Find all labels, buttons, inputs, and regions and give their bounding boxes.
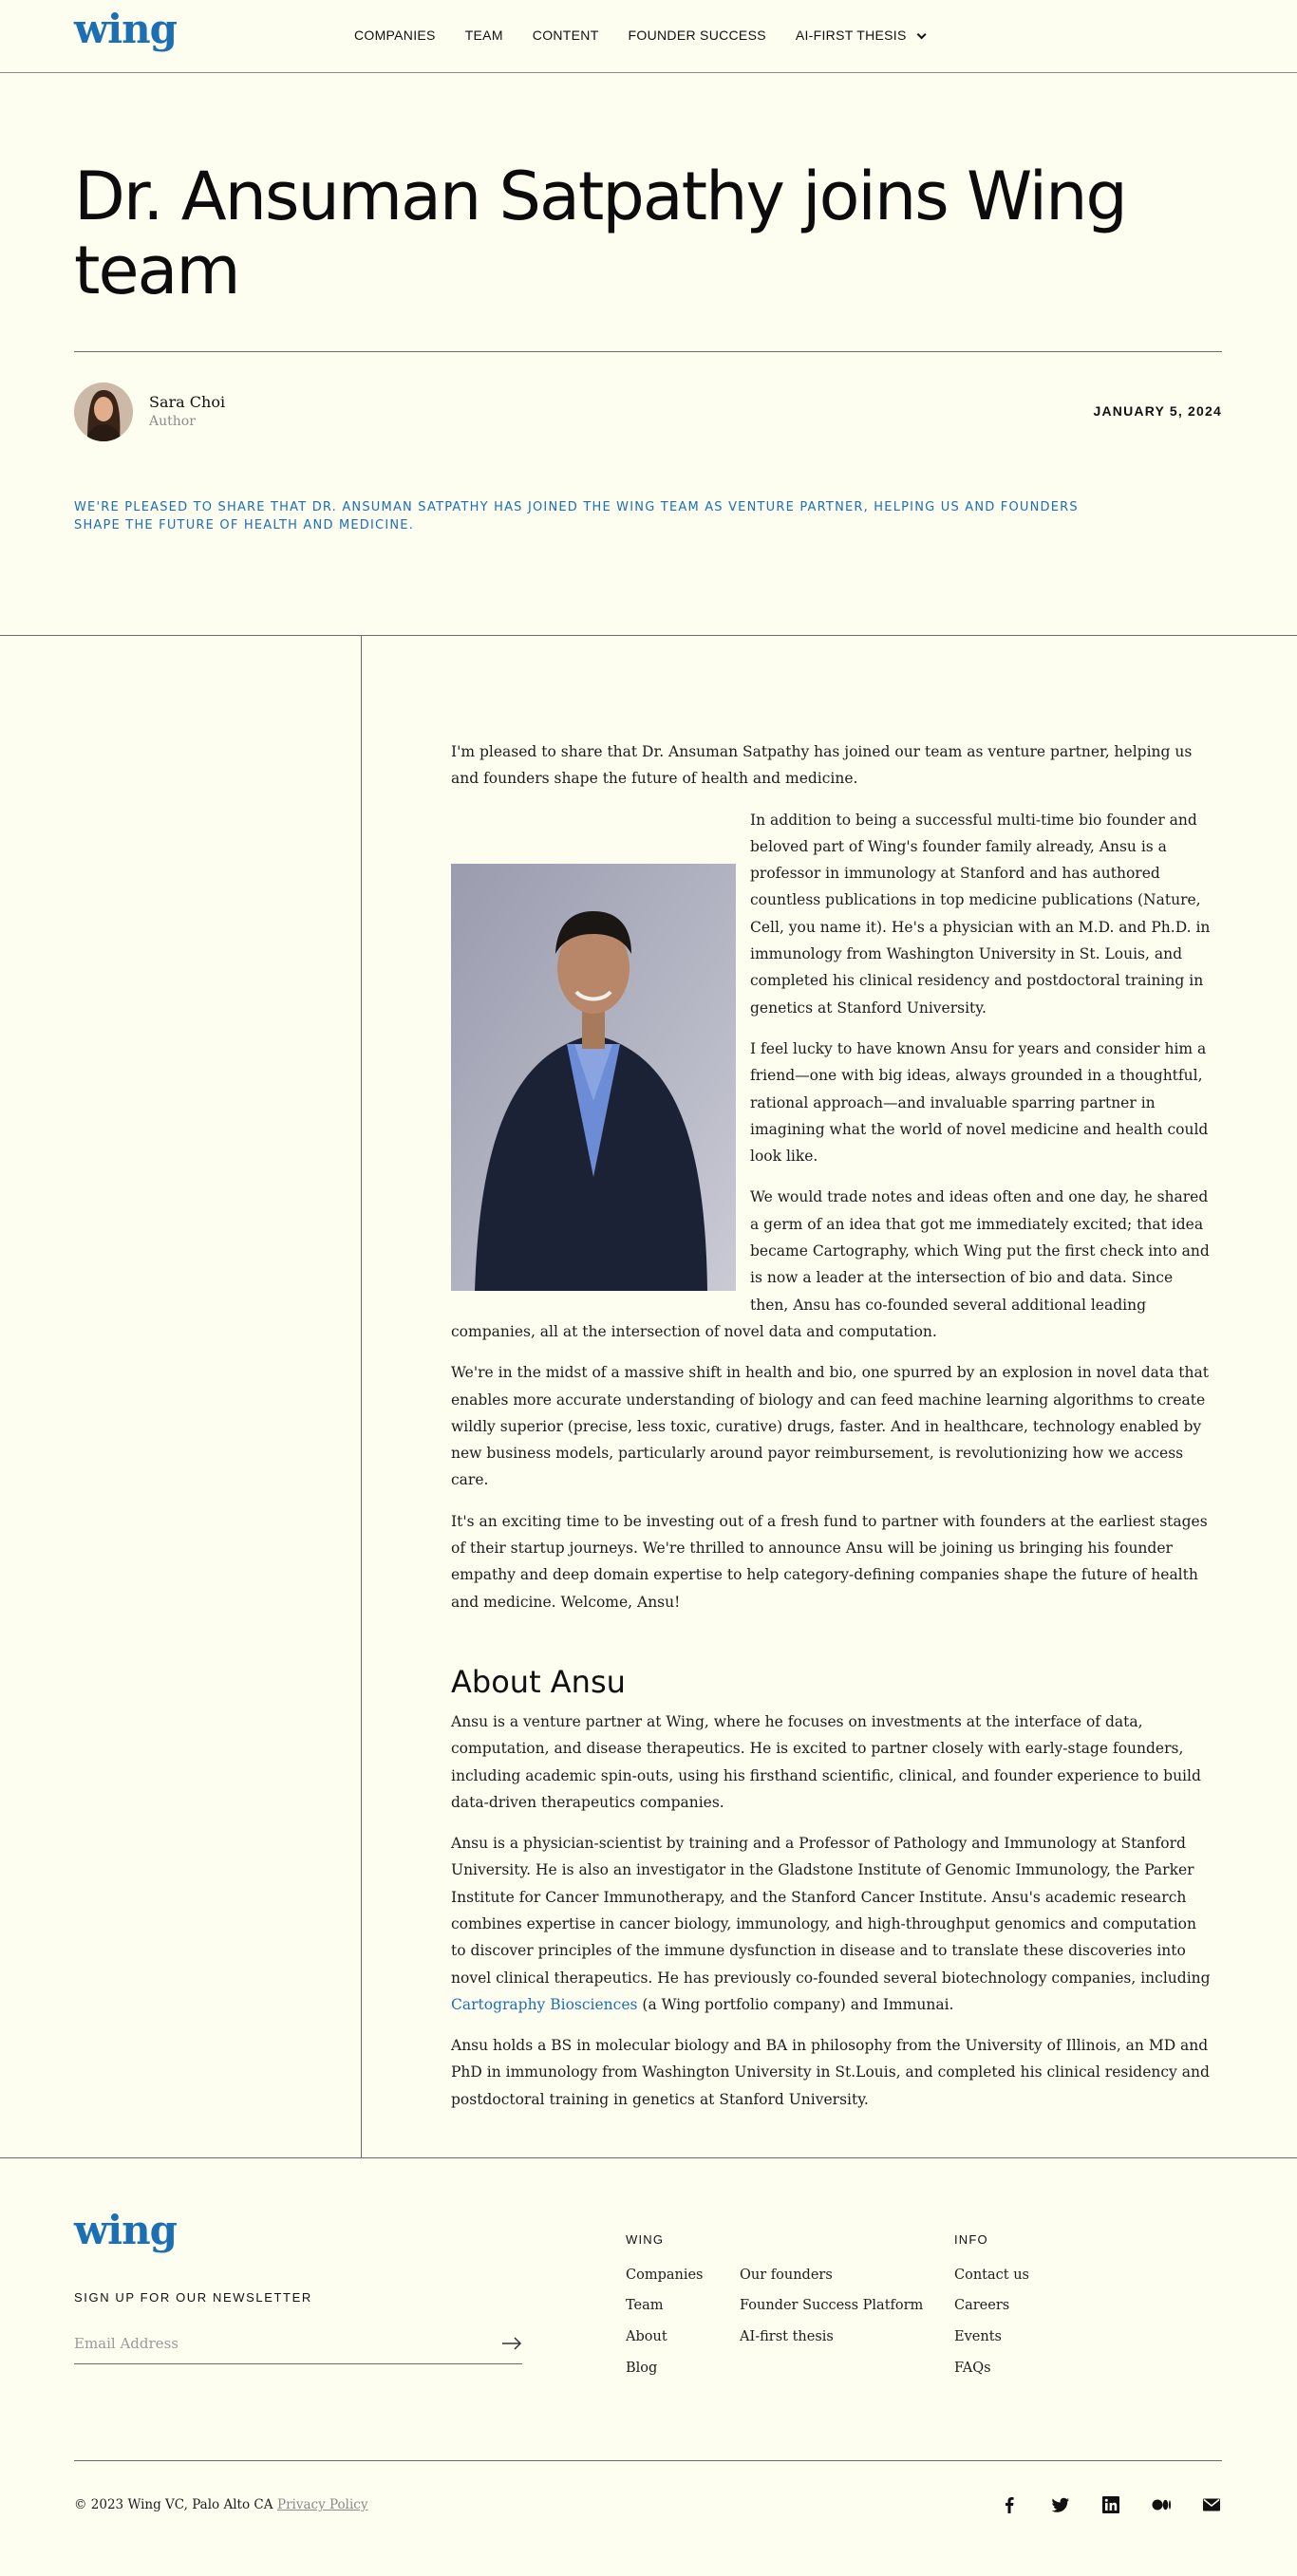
author-role: Author xyxy=(149,414,196,429)
footer-link-founder-success-platform[interactable]: Founder Success Platform xyxy=(740,2298,924,2313)
footer-link-about[interactable]: About xyxy=(626,2329,667,2344)
article-body xyxy=(451,738,1211,2127)
article-paragraph: We would trade notes and ideas often and one day, he shared a germ of an idea that got me immediately excited; that idea became Cartography, which Wing put the first check into and is now a leader at the intersection of bio and data. Since then, Ansu has co-founded several additional leading companies, all at the intersection of novel data and computation. xyxy=(451,1188,1210,1340)
about-paragraph xyxy=(451,1830,1211,2018)
wing-logo[interactable]: wing xyxy=(74,6,178,52)
publish-date: JANUARY 5, 2024 xyxy=(1093,403,1222,419)
main-nav xyxy=(354,28,923,43)
footer-info-title: INFO xyxy=(954,2232,988,2247)
article-paragraph: In addition to being a successful multi-time bio founder and beloved part of Wing's founder family already, Ansu is a professor in immunology at Stanford and has authored countless publications in top medicine publications (Nature, Cell, you name it). He's a physician with an M.D. and Ph.D. in immunology from Washington University in St. Louis, and completed his clinical residency and postdoctoral training in genetics at Stanford University. xyxy=(750,811,1211,1017)
footer-wing-logo[interactable]: wing xyxy=(74,2207,178,2253)
nav-team[interactable]: TEAM xyxy=(464,28,503,43)
author-name: Sara Choi xyxy=(149,393,226,411)
footer-link-team[interactable]: Team xyxy=(626,2298,664,2313)
twitter-icon[interactable] xyxy=(1050,2494,1071,2515)
about-heading: About Ansu xyxy=(451,1663,626,1700)
article-paragraph: We're in the midst of a massive shift in health and bio, one spurred by an explosion in novel data that enables more accurate understanding of biology and can feed machine learning algorithms to create wildly superior (precise, less toxic, curative) drugs, faster. And in healthcare, technology enabled by new business models, particularly around payor reimbursement, is revolutionizing how we access care. xyxy=(451,1364,1209,1489)
footer-link-our-founders[interactable]: Our founders xyxy=(740,2268,833,2283)
newsletter-form xyxy=(74,2324,522,2364)
top-navigation-bar xyxy=(0,0,1297,73)
about-text: (a Wing portfolio company) and Immunai. xyxy=(637,1995,954,2013)
author-avatar xyxy=(74,383,133,441)
portrait-image xyxy=(451,864,736,1291)
about-paragraph: Ansu is a venture partner at Wing, where he focuses on investments at the interface of data, computation, and disease therapeutics. He is excited to partner closely with early-stage founders, including academic spin-outs, using his firsthand scientific, clinical, and founder experience to build data-driven therapeutics companies. xyxy=(451,1712,1201,1811)
privacy-policy-link[interactable]: Privacy Policy xyxy=(277,2497,368,2512)
article-paragraph: I'm pleased to share that Dr. Ansuman Satpathy has joined our team as venture partner, helping us and founders shape the future of health and medicine. xyxy=(451,743,1193,788)
footer-link-faqs[interactable]: FAQs xyxy=(954,2361,991,2376)
nav-content[interactable]: CONTENT xyxy=(532,28,599,43)
nav-founder-success[interactable]: FOUNDER SUCCESS xyxy=(628,28,766,43)
vertical-divider xyxy=(361,635,362,2158)
email-input[interactable] xyxy=(74,2324,473,2363)
nav-ai-first-thesis-label: AI-FIRST THESIS xyxy=(795,28,907,43)
linkedin-icon[interactable] xyxy=(1100,2494,1121,2515)
nav-ai-first-thesis[interactable] xyxy=(796,28,923,43)
footer-link-ai-first-thesis[interactable]: AI-first thesis xyxy=(740,2329,834,2344)
arrow-right-icon[interactable] xyxy=(501,2337,522,2350)
nav-companies[interactable]: COMPANIES xyxy=(354,28,436,43)
footer-link-contact-us[interactable]: Contact us xyxy=(954,2268,1029,2283)
medium-icon[interactable] xyxy=(1151,2494,1172,2515)
footer-link-blog[interactable]: Blog xyxy=(626,2361,658,2376)
divider xyxy=(0,635,1297,636)
footer-link-events[interactable]: Events xyxy=(954,2329,1002,2344)
divider xyxy=(74,2460,1222,2461)
about-text: Ansu is a physician-scientist by training and a Professor of Pathology and Immunology at Stanford University. He is also an investigator in the Gladstone Institute of Genomic Immunology, the Parker Institute for Cancer Immunotherapy, and the Stanford Cancer Institute. Ansu's academic research combines expertise in cancer biology, immunology, and high-throughput genomics and computation to discover principles of the immune dysfunction in disease and to translate these discoveries into novel clinical therapeutics. He has previously co-founded several biotechnology companies, including xyxy=(451,1835,1211,1987)
mail-icon[interactable] xyxy=(1201,2494,1222,2515)
newsletter-label: SIGN UP FOR OUR NEWSLETTER xyxy=(74,2290,312,2305)
divider xyxy=(0,2157,1297,2158)
footer-wing-title: WING xyxy=(626,2232,665,2247)
article-paragraph: It's an exciting time to be investing out of a fresh fund to partner with founders at the earliest stages of their startup journeys. We're thrilled to announce Ansu will be joining us bringing his founder empathy and deep domain expertise to help category-defining companies shape the future of health and medicine. Welcome, Ansu! xyxy=(451,1512,1208,1611)
article-paragraph: I feel lucky to have known Ansu for years and consider him a friend—one with big ideas, always grounded in a thoughtful, rational approach—and invaluable sparring partner in imagining what the world of novel medicine and health could look like. xyxy=(750,1039,1209,1166)
article-lede: WE'RE PLEASED TO SHARE THAT DR. ANSUMAN SATPATHY HAS JOINED THE WING TEAM AS VENTURE PARTNER, HELPING US AND FOUNDERS SHAPE THE FUTURE OF HEALTH AND MEDICINE. xyxy=(74,500,1079,532)
cartography-biosciences-link[interactable]: Cartography Biosciences xyxy=(451,1995,638,2013)
chevron-down-icon xyxy=(916,29,926,39)
copyright: © 2023 Wing VC, Palo Alto CA xyxy=(74,2497,273,2512)
about-paragraph: Ansu holds a BS in molecular biology and BA in philosophy from the University of Illinois, an MD and PhD in immunology from Washington University in St.Louis, and completed his clinical residency and postdoctoral training in genetics at Stanford University. xyxy=(451,2037,1210,2108)
facebook-icon[interactable] xyxy=(999,2494,1020,2515)
ansuman-satpathy-photo xyxy=(451,864,736,1291)
divider xyxy=(74,351,1222,352)
footer-link-companies[interactable]: Companies xyxy=(626,2268,704,2283)
footer-link-careers[interactable]: Careers xyxy=(954,2298,1010,2313)
author-portrait-icon xyxy=(74,383,133,441)
page-title: Dr. Ansuman Satpathy joins Wing team xyxy=(74,158,1126,309)
